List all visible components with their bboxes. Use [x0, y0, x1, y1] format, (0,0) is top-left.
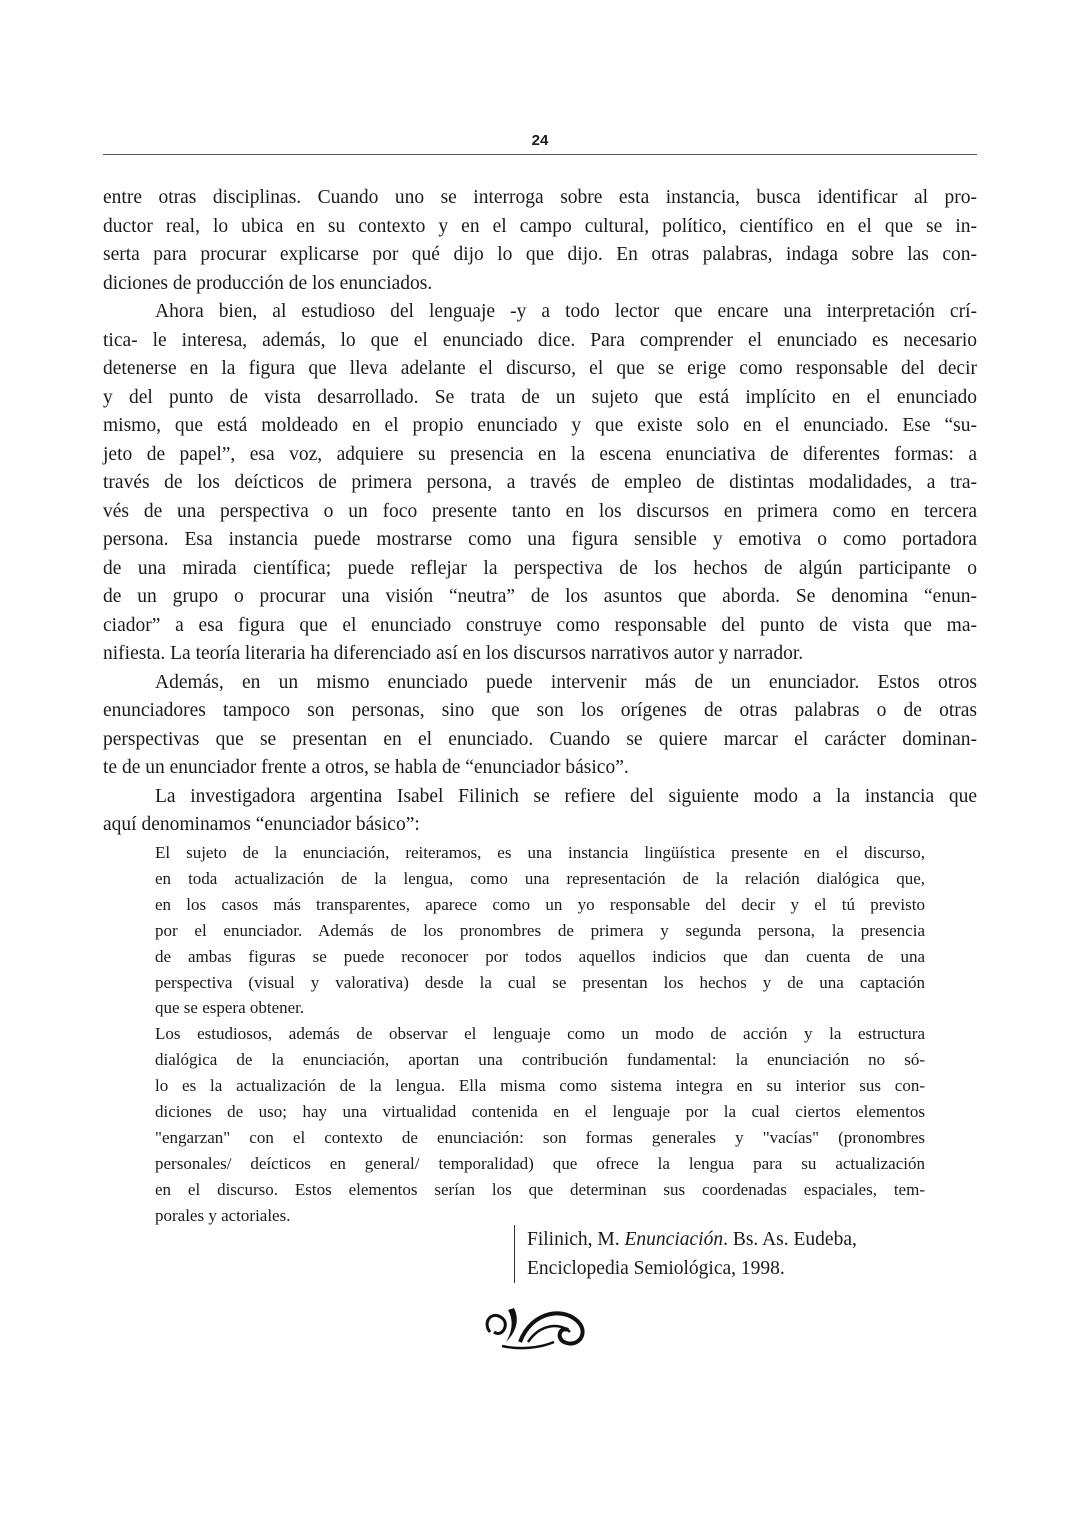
body-text-line: serta para procurar explicarse por qué dijo lo que dijo. En otras palabras, indaga sobre las con- [103, 244, 977, 265]
body-text-line: aquí denominamos “enunciador básico”: [103, 814, 420, 835]
quote-line: "engarzan" con el contexto de enunciación: son formas generales y "vacías" (pronombres [155, 1127, 925, 1147]
body-text-line: y del punto de vista desarrollado. Se trata de un sujeto que está implícito en el enunciado [103, 386, 977, 408]
quote-line: porales y actoriales. [155, 1205, 291, 1225]
body-text-line: persona. Esa instancia puede mostrarse como una figura sensible y emotiva o como portadora [103, 529, 977, 550]
body-text-line: te de un enunciador frente a otros, se habla de “enunciador básico”. [103, 757, 629, 778]
body-text-line: entre otras disciplinas. Cuando uno se interroga sobre esta instancia, busca identificar al pro- [103, 187, 977, 208]
quote-line: en toda actualización de la lengua, como una representación de la relación dialógica que, [155, 868, 925, 888]
citation-author: Filinich, M. [527, 1229, 625, 1250]
body-text-line: de una mirada científica; puede reflejar la perspectiva de los hechos de algún participante o [103, 557, 977, 579]
body-text-line: La investigadora argentina Isabel Filinich se refiere del siguiente modo a la instancia que [155, 785, 977, 807]
body-text-line: ciador” a esa figura que el enunciado construye como responsable del punto de vista que ma- [103, 614, 977, 636]
body-text-line: mismo, que está moldeado en el propio enunciado y que existe solo en el enunciado. Ese “su- [103, 415, 977, 436]
quote-line: por el enunciador. Además de los pronombres de primera y segunda persona, la presencia [155, 920, 925, 940]
quote-line: de ambas figuras se puede reconocer por todos aquellos indicios que dan cuenta de una [155, 946, 925, 966]
body-text-line: enunciadores tampoco son personas, sino que son los orígenes de otras palabras o de otras [103, 700, 977, 721]
quote-line: dialógica de la enunciación, aportan una contribución fundamental: la enunciación no só- [155, 1050, 925, 1070]
body-text-line: perspectivas que se presentan en el enunciado. Cuando se quiere marcar el carácter dominan- [103, 728, 977, 750]
quote-line: en los casos más transparentes, aparece como un yo responsable del decir y el tú previsto [155, 894, 925, 914]
body-text-line: Además, en un mismo enunciado puede intervenir más de un enunciador. Estos otros [155, 671, 977, 693]
citation [514, 1225, 857, 1283]
quote-line: lo es la actualización de la lengua. Ella misma como sistema integra en su interior sus con- [155, 1076, 925, 1096]
header-rule [103, 154, 977, 155]
block-quote [155, 840, 925, 1229]
ornament-flourish-icon [480, 1302, 590, 1357]
body-text [103, 184, 977, 840]
quote-line: que se espera obtener. [155, 998, 305, 1018]
body-text-line: vés de una perspectiva o un foco presente tanto en los discursos en primera como en tercera [103, 500, 977, 522]
quote-line: Los estudiosos, además de observar el lenguaje como un modo de acción y la estructura [155, 1024, 925, 1044]
body-text-line: ductor real, lo ubica en su contexto y en el campo cultural, político, científico en el que se in- [103, 215, 977, 237]
body-text-line: jeto de papel”, esa voz, adquiere su presencia en la escena enunciativa de diferentes formas: a [103, 443, 977, 465]
body-text-line: de un grupo o procurar una visión “neutra” de los asuntos que aborda. Se denomina “enun- [103, 586, 977, 607]
body-text-line: tica- le interesa, además, lo que el enunciado dice. Para comprender el enunciado es necesario [103, 329, 977, 351]
citation-title: Enunciación [624, 1229, 724, 1250]
body-text-line: Ahora bien, al estudioso del lenguaje -y a todo lector que encare una interpretación crí- [155, 301, 977, 322]
quote-line: en el discurso. Estos elementos serían los que determinan sus coordenadas espaciales, tem- [155, 1179, 925, 1199]
quote-line: diciones de uso; hay una virtualidad contenida en el lenguaje por la cual ciertos elementos [155, 1102, 925, 1122]
body-text-line: través de los deícticos de primera persona, a través de empleo de distintas modalidades, a tra- [103, 472, 977, 493]
quote-line: personales/ deícticos en general/ temporalidad) que ofrece la lengua para su actualización [155, 1153, 925, 1173]
page-number: 24 [531, 132, 549, 149]
citation-line-2: Enciclopedia Semiológica, 1998. [527, 1258, 785, 1279]
body-text-line: detenerse en la figura que lleva adelante el discurso, el que se erige como responsable del decir [103, 358, 977, 379]
body-text-line: diciones de producción de los enunciados. [103, 272, 433, 294]
quote-line: perspectiva (visual y valorativa) desde la cual se presentan los hechos y de una captación [155, 972, 925, 992]
citation-publisher: . Bs. As. Eudeba, [723, 1229, 857, 1250]
body-text-line: nifiesta. La teoría literaria ha diferenciado así en los discursos narrativos autor y narrador. [103, 643, 804, 664]
quote-line: El sujeto de la enunciación, reiteramos, es una instancia lingüística presente en el discurso, [155, 843, 925, 862]
